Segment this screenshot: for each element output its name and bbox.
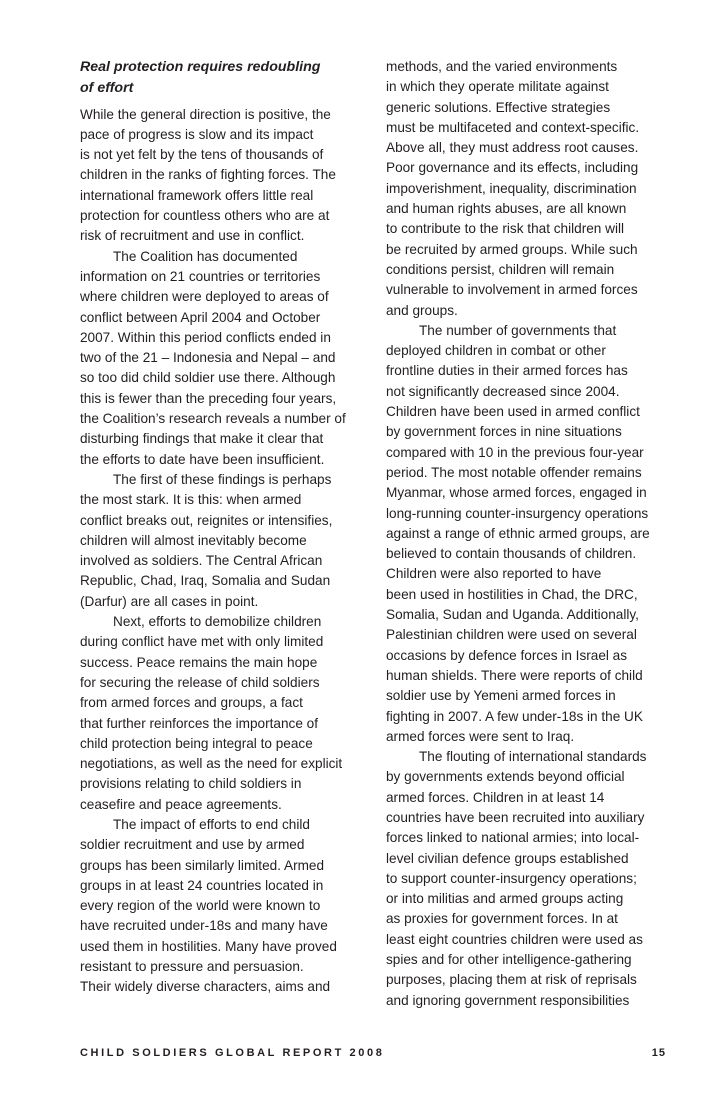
text-line: While the general direction is positive, the — [80, 106, 331, 122]
text-line: groups in at least 24 countries located in — [80, 877, 324, 893]
text-line: the efforts to date have been insufficient. — [80, 451, 325, 467]
text-line: occasions by defence forces in Israel as — [386, 647, 628, 663]
heading-line: Real protection requires redoubling — [80, 59, 321, 75]
text-line: (Darfur) are all cases in point. — [80, 593, 259, 609]
text-line: The flouting of international standards — [419, 749, 647, 765]
text-line: soldier use by Yemeni armed forces in — [386, 688, 616, 704]
text-line: level civilian defence groups established — [386, 850, 629, 866]
text-line: Myanmar, whose armed forces, engaged in — [386, 485, 647, 501]
text-line: not significantly decreased since 2004. — [386, 383, 620, 399]
text-line: against a range of ethnic armed groups, are — [386, 525, 650, 541]
footer-report-title: CHILD SOLDIERS GLOBAL REPORT 2008 — [80, 1047, 385, 1059]
text-line: Children have been used in armed conflict — [386, 404, 640, 420]
text-line: Palestinian children were used on several — [386, 627, 637, 643]
text-line: The number of governments that — [419, 322, 617, 338]
text-line: The first of these findings is perhaps — [113, 471, 332, 487]
text-line: this is fewer than the preceding four years, — [80, 390, 337, 406]
text-line: information on 21 countries or territories — [80, 268, 321, 284]
text-line: Somalia, Sudan and Uganda. Additionally, — [386, 607, 639, 623]
text-line: compared with 10 in the previous four-year — [386, 444, 644, 460]
text-line: child protection being integral to peace — [80, 735, 313, 751]
text-line: risk of recruitment and use in conflict. — [80, 228, 305, 244]
text-line: to support counter-insurgency operations; — [386, 870, 637, 886]
heading-line: of effort — [80, 79, 134, 96]
section-heading — [80, 57, 358, 99]
text-line: frontline duties in their armed forces has — [386, 363, 628, 379]
text-line: as proxies for government forces. In at — [386, 911, 618, 927]
text-line: so too did child soldier use there. Although — [80, 370, 336, 386]
text-line: success. Peace remains the main hope — [80, 654, 318, 670]
text-line: spies and for other intelligence-gathering — [386, 952, 632, 968]
text-line: Children were also reported to have — [386, 566, 602, 582]
text-line: long-running counter-insurgency operations — [386, 505, 649, 521]
text-line: period. The most notable offender remains — [386, 464, 642, 480]
text-line: or into militias and armed groups acting — [386, 891, 624, 907]
text-line: been used in hostilities in Chad, the DRC, — [386, 586, 638, 602]
text-line: The impact of efforts to end child — [113, 816, 310, 832]
text-line: impoverishment, inequality, discrimination — [386, 180, 637, 196]
text-line: provisions relating to child soldiers in — [80, 776, 302, 792]
text-line: children in the ranks of fighting forces. The — [80, 167, 336, 183]
text-line: believed to contain thousands of children. — [386, 546, 637, 562]
text-line: by government forces in nine situations — [386, 424, 622, 440]
text-line: vulnerable to involvement in armed forces — [386, 282, 638, 298]
text-line: every region of the world were known to — [80, 898, 321, 914]
text-line: The Coalition has documented — [113, 248, 298, 264]
text-line: forces linked to national armies; into local- — [386, 830, 640, 846]
text-line: armed forces were sent to Iraq. — [386, 728, 575, 744]
text-line: human shields. There were reports of child — [386, 667, 643, 683]
text-line: 2007. Within this period conflicts ended in — [80, 329, 331, 345]
text-line: be recruited by armed groups. While such — [386, 241, 638, 257]
page-footer — [80, 1047, 666, 1067]
page-number: 15 — [651, 1047, 666, 1059]
text-line: must be multifaceted and context-specific. — [386, 119, 640, 135]
left-column — [80, 57, 358, 998]
text-line: where children were deployed to areas of — [80, 289, 329, 305]
text-line: deployed children in combat or other — [386, 343, 606, 359]
text-line: generic solutions. Effective strategies — [386, 99, 611, 115]
text-line: from armed forces and groups, a fact — [80, 695, 303, 711]
text-line: countries have been recruited into auxiliary — [386, 809, 645, 825]
text-line: Republic, Chad, Iraq, Somalia and Sudan — [80, 573, 331, 589]
text-line: in which they operate militate against — [386, 79, 609, 95]
text-line: involved as soldiers. The Central African — [80, 553, 323, 569]
text-line: to contribute to the risk that children will — [386, 221, 625, 237]
text-line: and groups. — [386, 302, 458, 318]
text-line: have recruited under-18s and many have — [80, 918, 328, 934]
text-line: conflict breaks out, reignites or intensifies, — [80, 512, 333, 528]
text-line: protection for countless others who are at — [80, 208, 330, 224]
text-line: disturbing findings that make it clear that — [80, 431, 324, 447]
text-line: and human rights abuses, are all known — [386, 201, 627, 217]
text-line: conflict between April 2004 and October — [80, 309, 321, 325]
left-column-text — [80, 105, 358, 998]
text-line: armed forces. Children in at least 14 — [386, 789, 605, 805]
text-line: negotiations, as well as the need for explicit — [80, 756, 343, 772]
text-line: Next, efforts to demobilize children — [113, 614, 322, 630]
text-line: for securing the release of child soldiers — [80, 674, 320, 690]
text-line: Their widely diverse characters, aims and — [80, 979, 331, 995]
text-line: and ignoring government responsibilities — [386, 992, 630, 1008]
text-line: methods, and the varied environments — [386, 59, 618, 74]
text-line: is not yet felt by the tens of thousands of — [80, 147, 324, 163]
right-column-text — [386, 57, 668, 1011]
text-line: Poor governance and its effects, including — [386, 160, 639, 176]
text-line: two of the 21 – Indonesia and Nepal – and — [80, 350, 336, 366]
text-line: during conflict have met with only limited — [80, 634, 324, 650]
text-line: purposes, placing them at risk of reprisals — [386, 972, 637, 988]
text-line: resistant to pressure and persuasion. — [80, 959, 304, 975]
text-line: the most stark. It is this: when armed — [80, 492, 302, 508]
text-line: used them in hostilities. Many have proved — [80, 938, 337, 954]
text-line: conditions persist, children will remain — [386, 261, 615, 277]
text-line: that further reinforces the importance of — [80, 715, 319, 731]
text-line: children will almost inevitably become — [80, 532, 307, 548]
text-line: least eight countries children were used as — [386, 931, 643, 947]
text-line: Above all, they must address root causes. — [386, 140, 639, 156]
text-line: international framework offers little real — [80, 187, 314, 203]
text-line: ceasefire and peace agreements. — [80, 796, 282, 812]
text-line: soldier recruitment and use by armed — [80, 837, 305, 853]
text-line: groups has been similarly limited. Armed — [80, 857, 325, 873]
right-column — [386, 57, 668, 1011]
text-line: fighting in 2007. A few under-18s in the UK — [386, 708, 643, 724]
text-line: the Coalition’s research reveals a number of — [80, 411, 346, 427]
text-line: by governments extends beyond official — [386, 769, 625, 785]
text-line: pace of progress is slow and its impact — [80, 126, 314, 142]
